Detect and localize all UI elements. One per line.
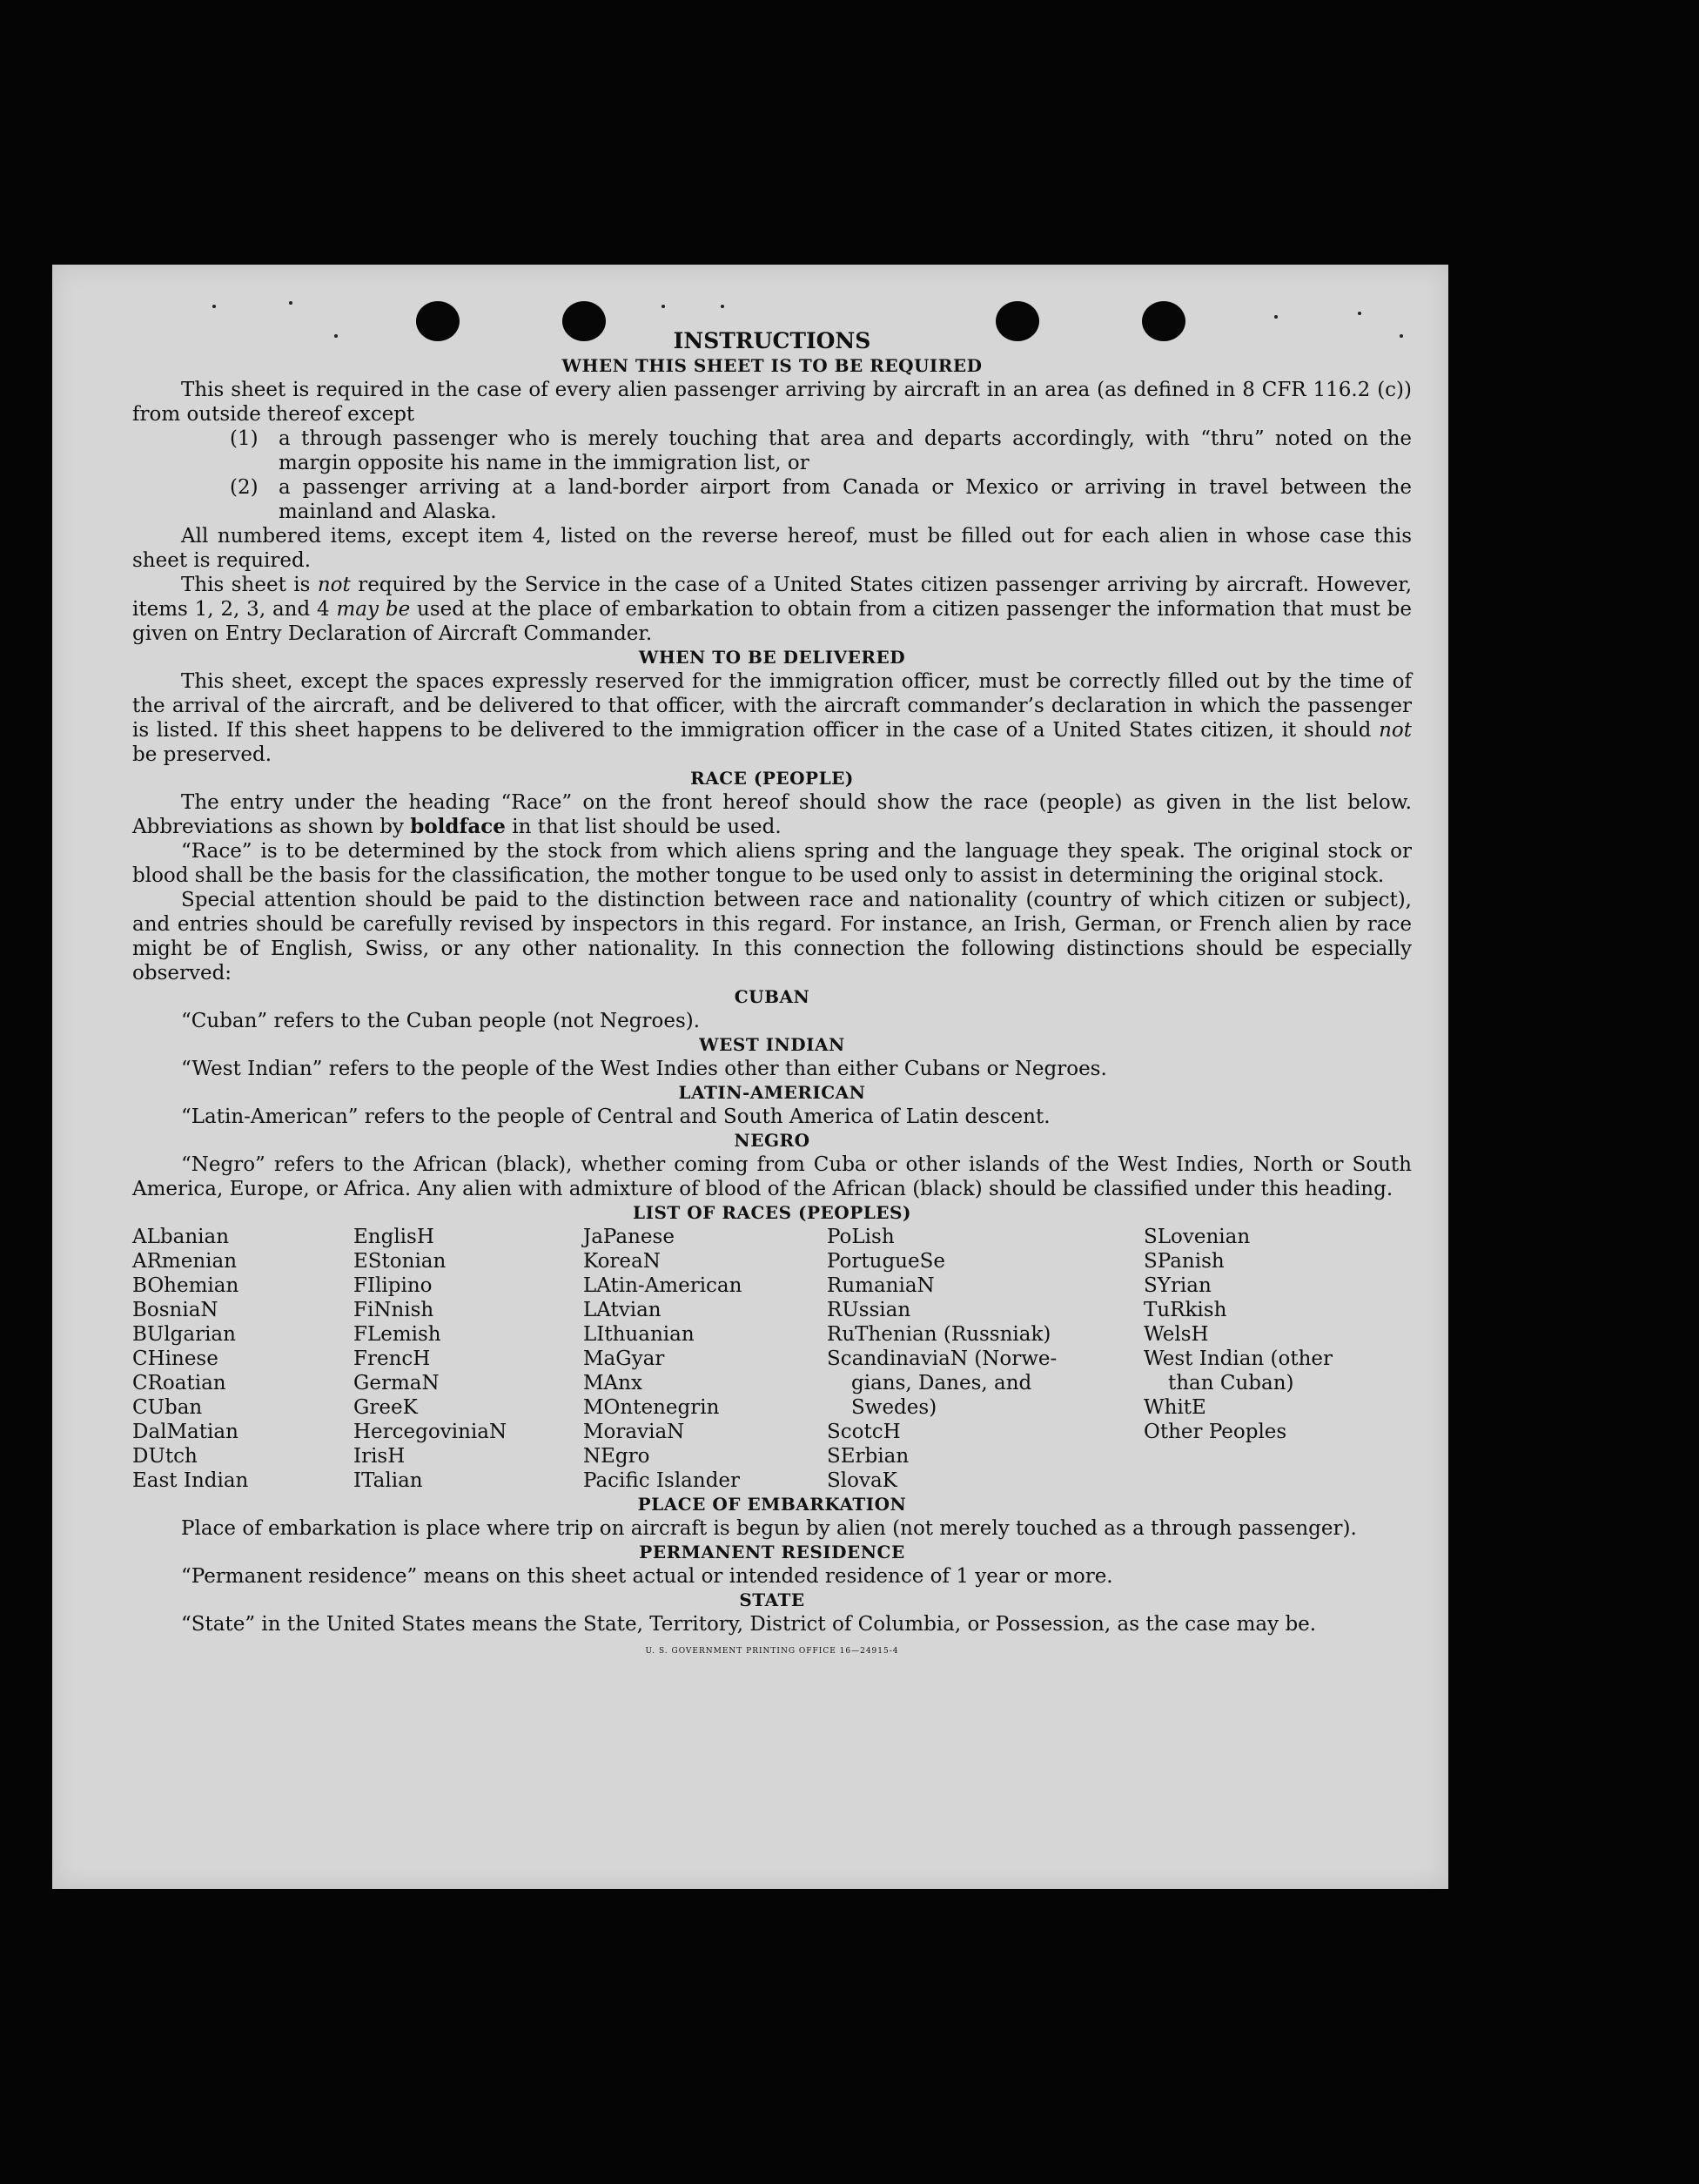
exception-item <box>230 427 1412 475</box>
race-entry: RuThenian (Russniak) <box>827 1323 1051 1346</box>
race-entry: IrisH <box>353 1445 406 1468</box>
race-entry: LIthuanian <box>583 1323 695 1346</box>
speck <box>212 305 216 308</box>
item-text: a through passenger who is merely touching that area and departs accordingly, with “thru” noted on the margin opposite his name in the immigration list, or <box>279 427 1412 474</box>
race-entry: ARmenian <box>132 1250 238 1273</box>
races-column-2 <box>353 1225 583 1493</box>
race-entry: FrencH <box>353 1347 431 1370</box>
race-entry: EnglisH <box>353 1226 434 1248</box>
race-entry: WhitE <box>1144 1396 1206 1419</box>
race-entry: SPanish <box>1144 1250 1225 1273</box>
citizen-paragraph: This sheet is not required by the Service in the case of a United States citizen passenger arriving by aircraft. However, items 1, 2, 3, and 4 may be used at the place of embarkation to obtain from a citizen passenger the information that must be given on Entry Declaration of Aircraft Commander. <box>132 574 1413 645</box>
race-paragraph-2: “Race” is to be determined by the stock from which aliens spring and the language they speak. The original stock or blood shall be the basis for the classification, the mother tongue to be used only to assist in determining the original stock. <box>132 840 1412 887</box>
race-entry: BosniaN <box>132 1299 218 1321</box>
race-heading: RACE (PEOPLE) <box>690 768 854 789</box>
list-of-races-heading: LIST OF RACES (PEOPLES) <box>633 1202 911 1223</box>
cuban-heading: CUBAN <box>734 986 810 1007</box>
instructions-title: INSTRUCTIONS <box>673 328 871 353</box>
instructions-content <box>132 328 1412 1657</box>
numbered-items-paragraph: All numbered items, except item 4, listed on the reverse hereof, must be filled out for each alien in whose case this sheet is required. <box>132 525 1412 572</box>
race-entry: RumaniaN <box>827 1274 935 1297</box>
race-entry: DalMatian <box>132 1421 238 1443</box>
race-entry: KoreaN <box>583 1250 661 1273</box>
race-entry: NEgro <box>583 1445 650 1468</box>
race-paragraph-1: The entry under the heading “Race” on the front hereof should show the race (people) as given in the list below. Abbreviations as shown by boldface in that list should be used. <box>132 791 1412 838</box>
residence-heading: PERMANENT RESIDENCE <box>639 1542 905 1562</box>
race-entry: than Cuban) <box>1168 1372 1294 1394</box>
speck <box>721 305 724 308</box>
negro-paragraph: “Negro” refers to the African (black), whether coming from Cuba or other islands of the West Indies, North or South America, Europe, or Africa. Any alien with admixture of blood of the African (black) should be classified under this heading. <box>132 1153 1412 1200</box>
negro-heading: NEGRO <box>734 1130 810 1151</box>
races-column-5 <box>1144 1225 1387 1493</box>
race-entry: MOntenegrin <box>583 1396 720 1419</box>
race-entry: West Indian (other <box>1144 1347 1333 1370</box>
speck <box>1358 312 1361 315</box>
race-entry: CHinese <box>132 1347 218 1370</box>
residence-paragraph: “Permanent residence” means on this sheet actual or intended residence of 1 year or more. <box>181 1565 1113 1588</box>
latin-american-paragraph: “Latin-American” refers to the people of Central and South America of Latin descent. <box>181 1105 1051 1128</box>
item-number: (2) <box>230 476 259 499</box>
race-entry: SlovaK <box>827 1469 897 1492</box>
embarkation-heading: PLACE OF EMBARKATION <box>637 1494 907 1515</box>
race-entry: HercegoviniaN <box>353 1421 507 1443</box>
race-entry: EStonian <box>353 1250 447 1273</box>
race-entry: LAtvian <box>583 1299 661 1321</box>
race-entry: BUlgarian <box>132 1323 236 1346</box>
race-entry: ITalian <box>353 1469 423 1492</box>
race-entry: Swedes) <box>851 1396 937 1419</box>
race-entry: BOhemian <box>132 1274 239 1297</box>
printing-office-footer: U. S. GOVERNMENT PRINTING OFFICE 16—24915-4 <box>645 1647 899 1656</box>
cuban-paragraph: “Cuban” refers to the Cuban people (not Negroes). <box>181 1010 701 1032</box>
race-entry: CUban <box>132 1396 203 1419</box>
race-entry: FIlipino <box>353 1274 433 1297</box>
race-entry: PortugueSe <box>827 1250 945 1273</box>
race-entry: LAtin-American <box>583 1274 742 1297</box>
document-sheet <box>52 265 1448 1889</box>
item-number: (1) <box>230 427 259 450</box>
race-entry: ScandinaviaN (Norwe- <box>827 1347 1058 1370</box>
state-paragraph: “State” in the United States means the State, Territory, District of Columbia, or Possession, as the case may be. <box>181 1613 1317 1636</box>
delivered-paragraph: This sheet, except the spaces expressly reserved for the immigration officer, must be correctly filled out by the time of the arrival of the aircraft, and be delivered to that officer, with the aircraft commander’s declaration in which the passenger is listed. If this sheet happens to be delivered to the immigration officer in the case of a United States citizen, it should not be preserved. <box>132 670 1412 766</box>
west-indian-heading: WEST INDIAN <box>699 1034 845 1055</box>
race-entry: SErbian <box>827 1445 910 1468</box>
race-entry: SLovenian <box>1144 1226 1251 1248</box>
speck <box>1274 315 1278 319</box>
race-entry: DUtch <box>132 1445 198 1468</box>
race-entry: ALbanian <box>132 1226 230 1248</box>
speck <box>289 301 292 305</box>
race-entry: Other Peoples <box>1144 1421 1287 1443</box>
race-entry: WelsH <box>1144 1323 1209 1346</box>
west-indian-paragraph: “West Indian” refers to the people of the West Indies other than either Cubans or Negroes. <box>181 1058 1107 1080</box>
required-paragraph: This sheet is required in the case of every alien passenger arriving by aircraft in an area (as defined in 8 CFR 116.2 (c)) from outside thereof except <box>132 379 1412 426</box>
race-entry: FiNnish <box>353 1299 434 1321</box>
race-entry: SYrian <box>1144 1274 1212 1297</box>
races-column-3 <box>583 1225 827 1493</box>
speck <box>661 305 665 308</box>
item-text: a passenger arriving at a land-border airport from Canada or Mexico or arriving in travel between the mainland and Alaska. <box>279 476 1412 523</box>
latin-american-heading: LATIN-AMERICAN <box>678 1082 866 1103</box>
race-entry: Pacific Islander <box>583 1469 741 1492</box>
race-entry: RUssian <box>827 1299 911 1321</box>
race-entry: PoLish <box>827 1226 895 1248</box>
race-entry: ScotcH <box>827 1421 901 1443</box>
race-entry: GermaN <box>353 1372 440 1394</box>
races-column-1 <box>132 1225 353 1493</box>
race-entry: East Indian <box>132 1469 249 1492</box>
race-entry: GreeK <box>353 1396 418 1419</box>
race-entry: MAnx <box>583 1372 642 1394</box>
when-delivered-heading: WHEN TO BE DELIVERED <box>638 647 906 668</box>
when-required-heading: WHEN THIS SHEET IS TO BE REQUIRED <box>561 355 983 376</box>
race-entry: gians, Danes, and <box>851 1372 1032 1394</box>
race-entry: CRoatian <box>132 1372 226 1394</box>
state-heading: STATE <box>739 1589 805 1610</box>
races-column-4 <box>827 1225 1144 1493</box>
races-list <box>132 1225 1412 1493</box>
race-entry: FLemish <box>353 1323 441 1346</box>
race-entry: MoraviaN <box>583 1421 685 1443</box>
race-entry: JaPanese <box>583 1226 675 1248</box>
exception-item <box>230 475 1412 524</box>
race-entry: MaGyar <box>583 1347 665 1370</box>
race-paragraph-3: Special attention should be paid to the distinction between race and nationality (country of which citizen or subject), and entries should be carefully revised by inspectors in this regard. For instance, an Irish, German, or French alien by race might be of English, Swiss, or any other nationality. In this connection the following distinctions should be especially observed: <box>132 889 1412 984</box>
race-entry: TuRkish <box>1144 1299 1227 1321</box>
embarkation-paragraph: Place of embarkation is place where trip on aircraft is begun by alien (not merely touched as a through passenger). <box>181 1517 1357 1540</box>
